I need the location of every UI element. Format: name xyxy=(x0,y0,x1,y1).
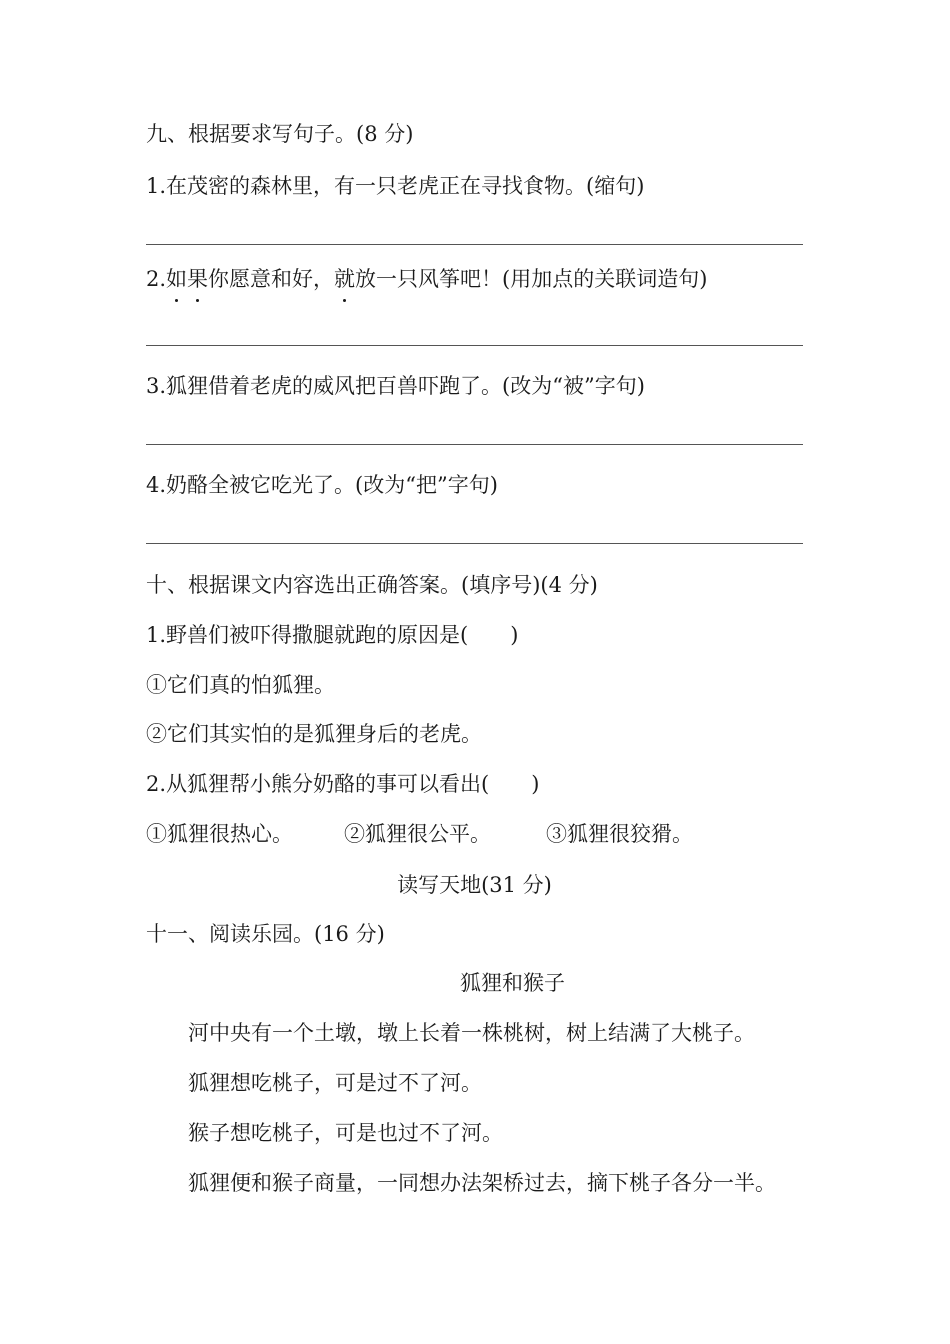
section-10-heading: 十、根据课文内容选出正确答案。(填序号)(4 分) xyxy=(146,573,598,597)
section-9-question-2 xyxy=(146,265,707,293)
answer-line-4[interactable] xyxy=(146,543,803,544)
story-paragraph: 狐狸想吃桃子，可是过不了河。 xyxy=(188,1071,482,1095)
part-title: 读写天地(31 分) xyxy=(397,873,552,897)
section-10-question-2: 2.从狐狸帮小熊分奶酪的事可以看出( ) xyxy=(146,772,540,796)
story-paragraph: 猴子想吃桃子，可是也过不了河。 xyxy=(188,1121,503,1145)
question-text: 放一只风筝吧！(用加点的关联词造句) xyxy=(355,267,708,291)
story-paragraph: 河中央有一个土墩，墩上长着一株桃树，树上结满了大桃子。 xyxy=(188,1021,755,1045)
section-9-question-4: 4.奶酪全被它吃光了。(改为“把”字句) xyxy=(146,473,498,497)
section-11-heading: 十一、阅读乐园。(16 分) xyxy=(146,922,385,946)
option-3: ③狐狸很狡猾。 xyxy=(546,822,693,846)
dotted-character: 果 xyxy=(187,267,209,291)
section-10-q1-option-1: ①它们真的怕狐狸。 xyxy=(146,673,335,697)
section-10-question-1: 1.野兽们被吓得撒腿就跑的原因是( ) xyxy=(146,623,519,647)
option-1: ①狐狸很热心。 xyxy=(146,822,293,846)
story-paragraph: 狐狸便和猴子商量，一同想办法架桥过去，摘下桃子各分一半。 xyxy=(188,1171,776,1195)
option-2: ②狐狸很公平。 xyxy=(344,822,491,846)
section-10-q2-options xyxy=(146,820,693,848)
question-text: 你愿意和好， xyxy=(208,267,335,291)
story-title: 狐狸和猴子 xyxy=(460,971,565,995)
dotted-character: 如 xyxy=(166,267,188,291)
section-9-heading: 九、根据要求写句子。(8 分) xyxy=(146,122,414,146)
section-9-question-3: 3.狐狸借着老虎的威风把百兽吓跑了。(改为“被”字句) xyxy=(146,374,645,398)
answer-line-1[interactable] xyxy=(146,244,803,245)
section-10-q1-option-2: ②它们其实怕的是狐狸身后的老虎。 xyxy=(146,722,482,746)
dotted-character: 就 xyxy=(334,267,356,291)
answer-line-2[interactable] xyxy=(146,345,803,346)
question-number: 2. xyxy=(146,267,167,291)
section-9-question-1: 1.在茂密的森林里，有一只老虎正在寻找食物。(缩句) xyxy=(146,174,645,198)
answer-line-3[interactable] xyxy=(146,444,803,445)
